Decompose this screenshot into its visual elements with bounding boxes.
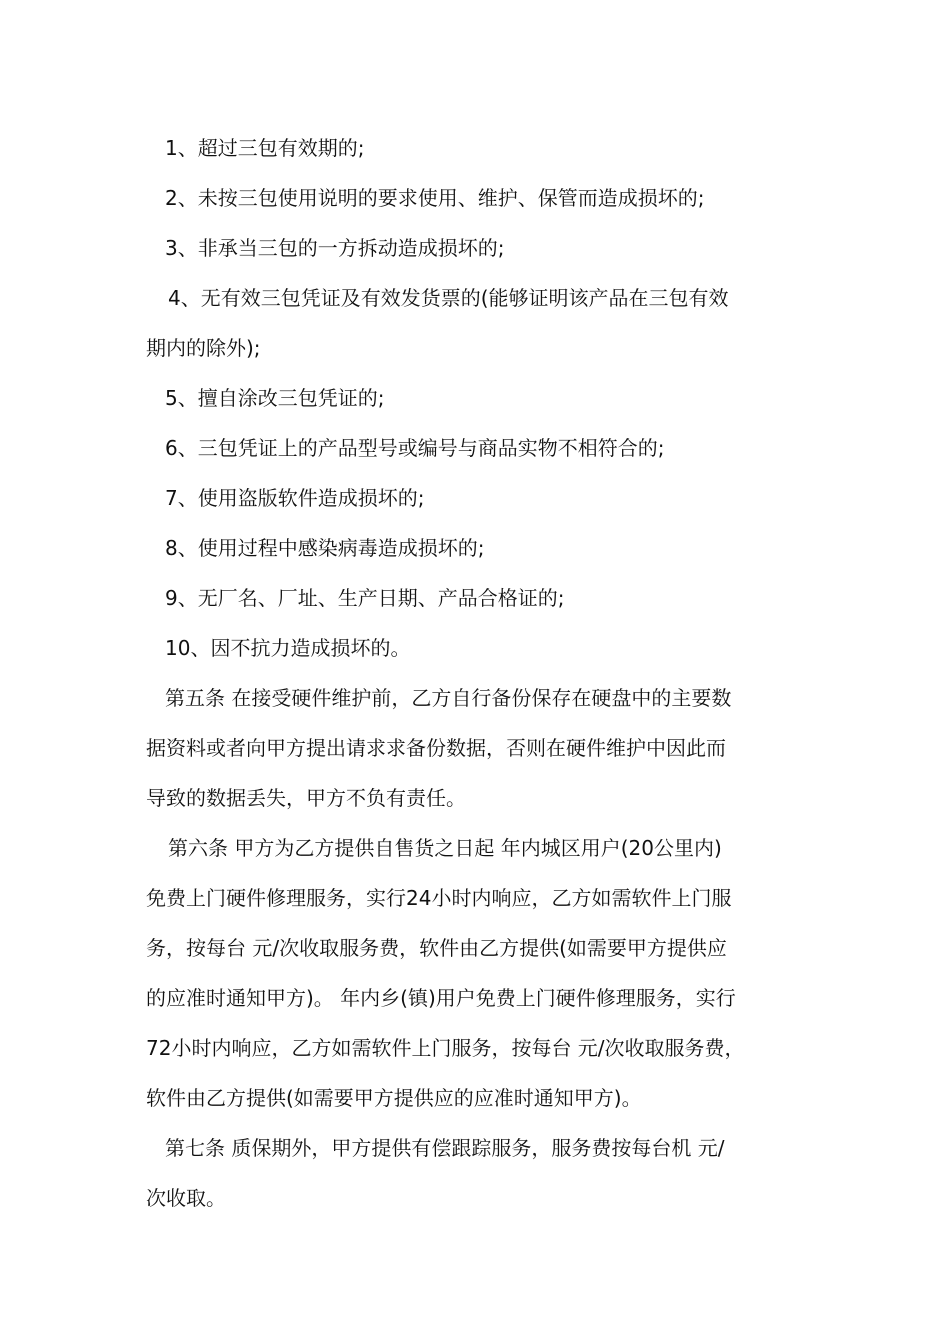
article-6-line-3: 务，按每台 元/次收取服务费，软件由乙方提供(如需要甲方提供应 <box>146 936 727 960</box>
clause-item-6: 6、三包凭证上的产品型号或编号与商品实物不相符合的; <box>165 436 665 460</box>
article-5-line-1: 第五条 在接受硬件维护前，乙方自行备份保存在硬盘中的主要数 <box>165 686 732 710</box>
clause-item-4-line-2: 期内的除外); <box>146 336 261 360</box>
article-5-line-3: 导致的数据丢失，甲方不负有责任。 <box>146 786 466 810</box>
clause-item-2: 2、未按三包使用说明的要求使用、维护、保管而造成损坏的; <box>165 186 705 210</box>
article-6-line-6: 软件由乙方提供(如需要甲方提供应的应准时通知甲方)。 <box>146 1086 642 1110</box>
article-7-line-1: 第七条 质保期外，甲方提供有偿跟踪服务，服务费按每台机 元/ <box>165 1136 725 1160</box>
article-6-line-2: 免费上门硬件修理服务，实行24小时内响应，乙方如需软件上门服 <box>146 886 732 910</box>
article-7-line-2: 次收取。 <box>146 1186 226 1210</box>
clause-item-4-line-1: 4、无有效三包凭证及有效发货票的(能够证明该产品在三包有效 <box>168 286 729 310</box>
article-6-line-1: 第六条 甲方为乙方提供自售货之日起 年内城区用户(20公里内) <box>168 836 722 860</box>
clause-item-1: 1、超过三包有效期的; <box>165 136 365 160</box>
article-6-line-5: 72小时内响应，乙方如需软件上门服务，按每台 元/次收取服务费， <box>146 1036 745 1060</box>
clause-item-5: 5、擅自涂改三包凭证的; <box>165 386 385 410</box>
article-6-line-4: 的应准时通知甲方)。 年内乡(镇)用户免费上门硬件修理服务，实行 <box>146 986 736 1010</box>
clause-item-7: 7、使用盗版软件造成损坏的; <box>165 486 425 510</box>
clause-item-8: 8、使用过程中感染病毒造成损坏的; <box>165 536 485 560</box>
article-5-line-2: 据资料或者向甲方提出请求求备份数据，否则在硬件维护中因此而 <box>146 736 726 760</box>
clause-item-9: 9、无厂名、厂址、生产日期、产品合格证的; <box>165 586 565 610</box>
clause-item-3: 3、非承当三包的一方拆动造成损坏的; <box>165 236 505 260</box>
clause-item-10: 10、因不抗力造成损坏的。 <box>165 636 411 660</box>
